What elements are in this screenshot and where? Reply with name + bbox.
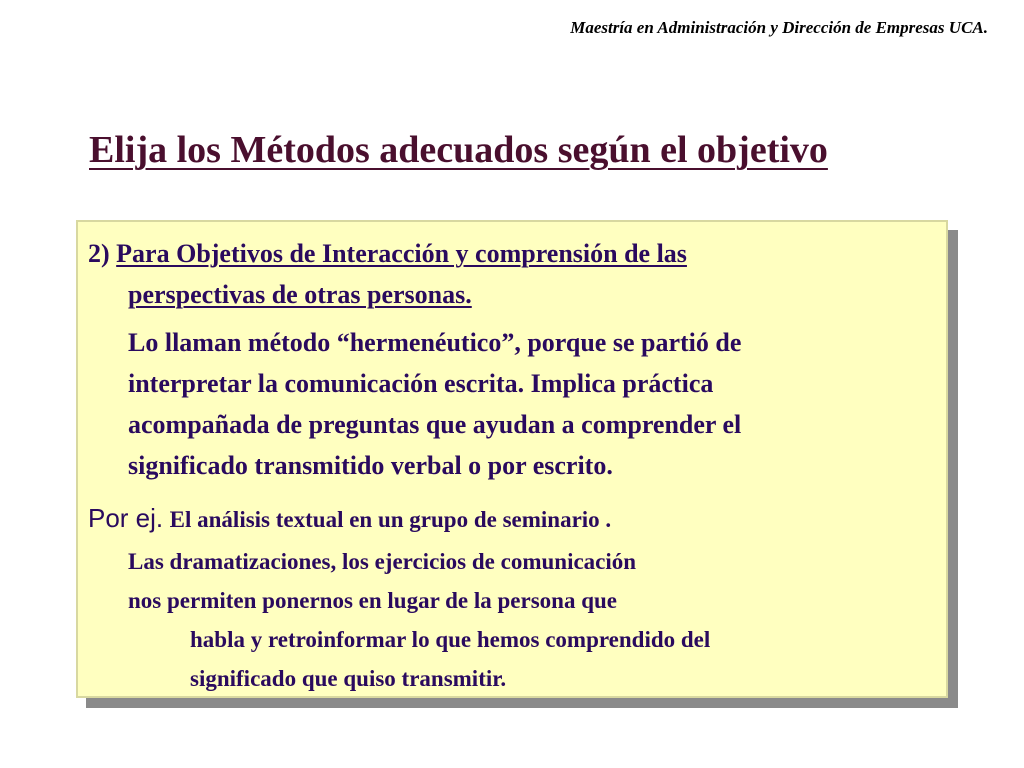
example-line: [88, 498, 611, 540]
content-box: [76, 220, 948, 698]
example-detail-line: significado que quiso transmitir.: [190, 666, 507, 691]
point-heading: [88, 233, 687, 274]
point-heading-line2: perspectivas de otras personas.: [128, 280, 472, 309]
slide-title: Elija los Métodos adecuados según el objetivo: [89, 129, 828, 171]
example-detail-line: habla y retroinformar lo que hemos comprendido del: [190, 627, 711, 652]
description-line: acompañada de preguntas que ayudan a comprender el: [128, 410, 742, 439]
point-heading-line1: Para Objetivos de Interacción y comprensión de las: [116, 239, 687, 268]
description-line: Lo llaman método “hermenéutico”, porque se partió de: [128, 328, 742, 357]
example-detail-line: Las dramatizaciones, los ejercicios de comunicación: [128, 549, 637, 574]
example-text: El análisis textual en un grupo de seminario .: [169, 507, 612, 532]
example-label: Por ej.: [88, 503, 164, 533]
example-detail-line: nos permiten ponernos en lugar de la persona que: [128, 588, 618, 613]
example-details: [128, 542, 636, 620]
description-line: interpretar la comunicación escrita. Implica práctica: [128, 369, 714, 398]
point-number: 2): [88, 239, 110, 268]
point-description: [128, 322, 741, 486]
description-line: significado transmitido verbal o por escrito.: [128, 451, 613, 480]
point-heading-continuation: [128, 274, 472, 315]
example-details-indented: [190, 620, 710, 698]
header-note: Maestría en Administración y Dirección de Empresas UCA.: [570, 18, 988, 37]
